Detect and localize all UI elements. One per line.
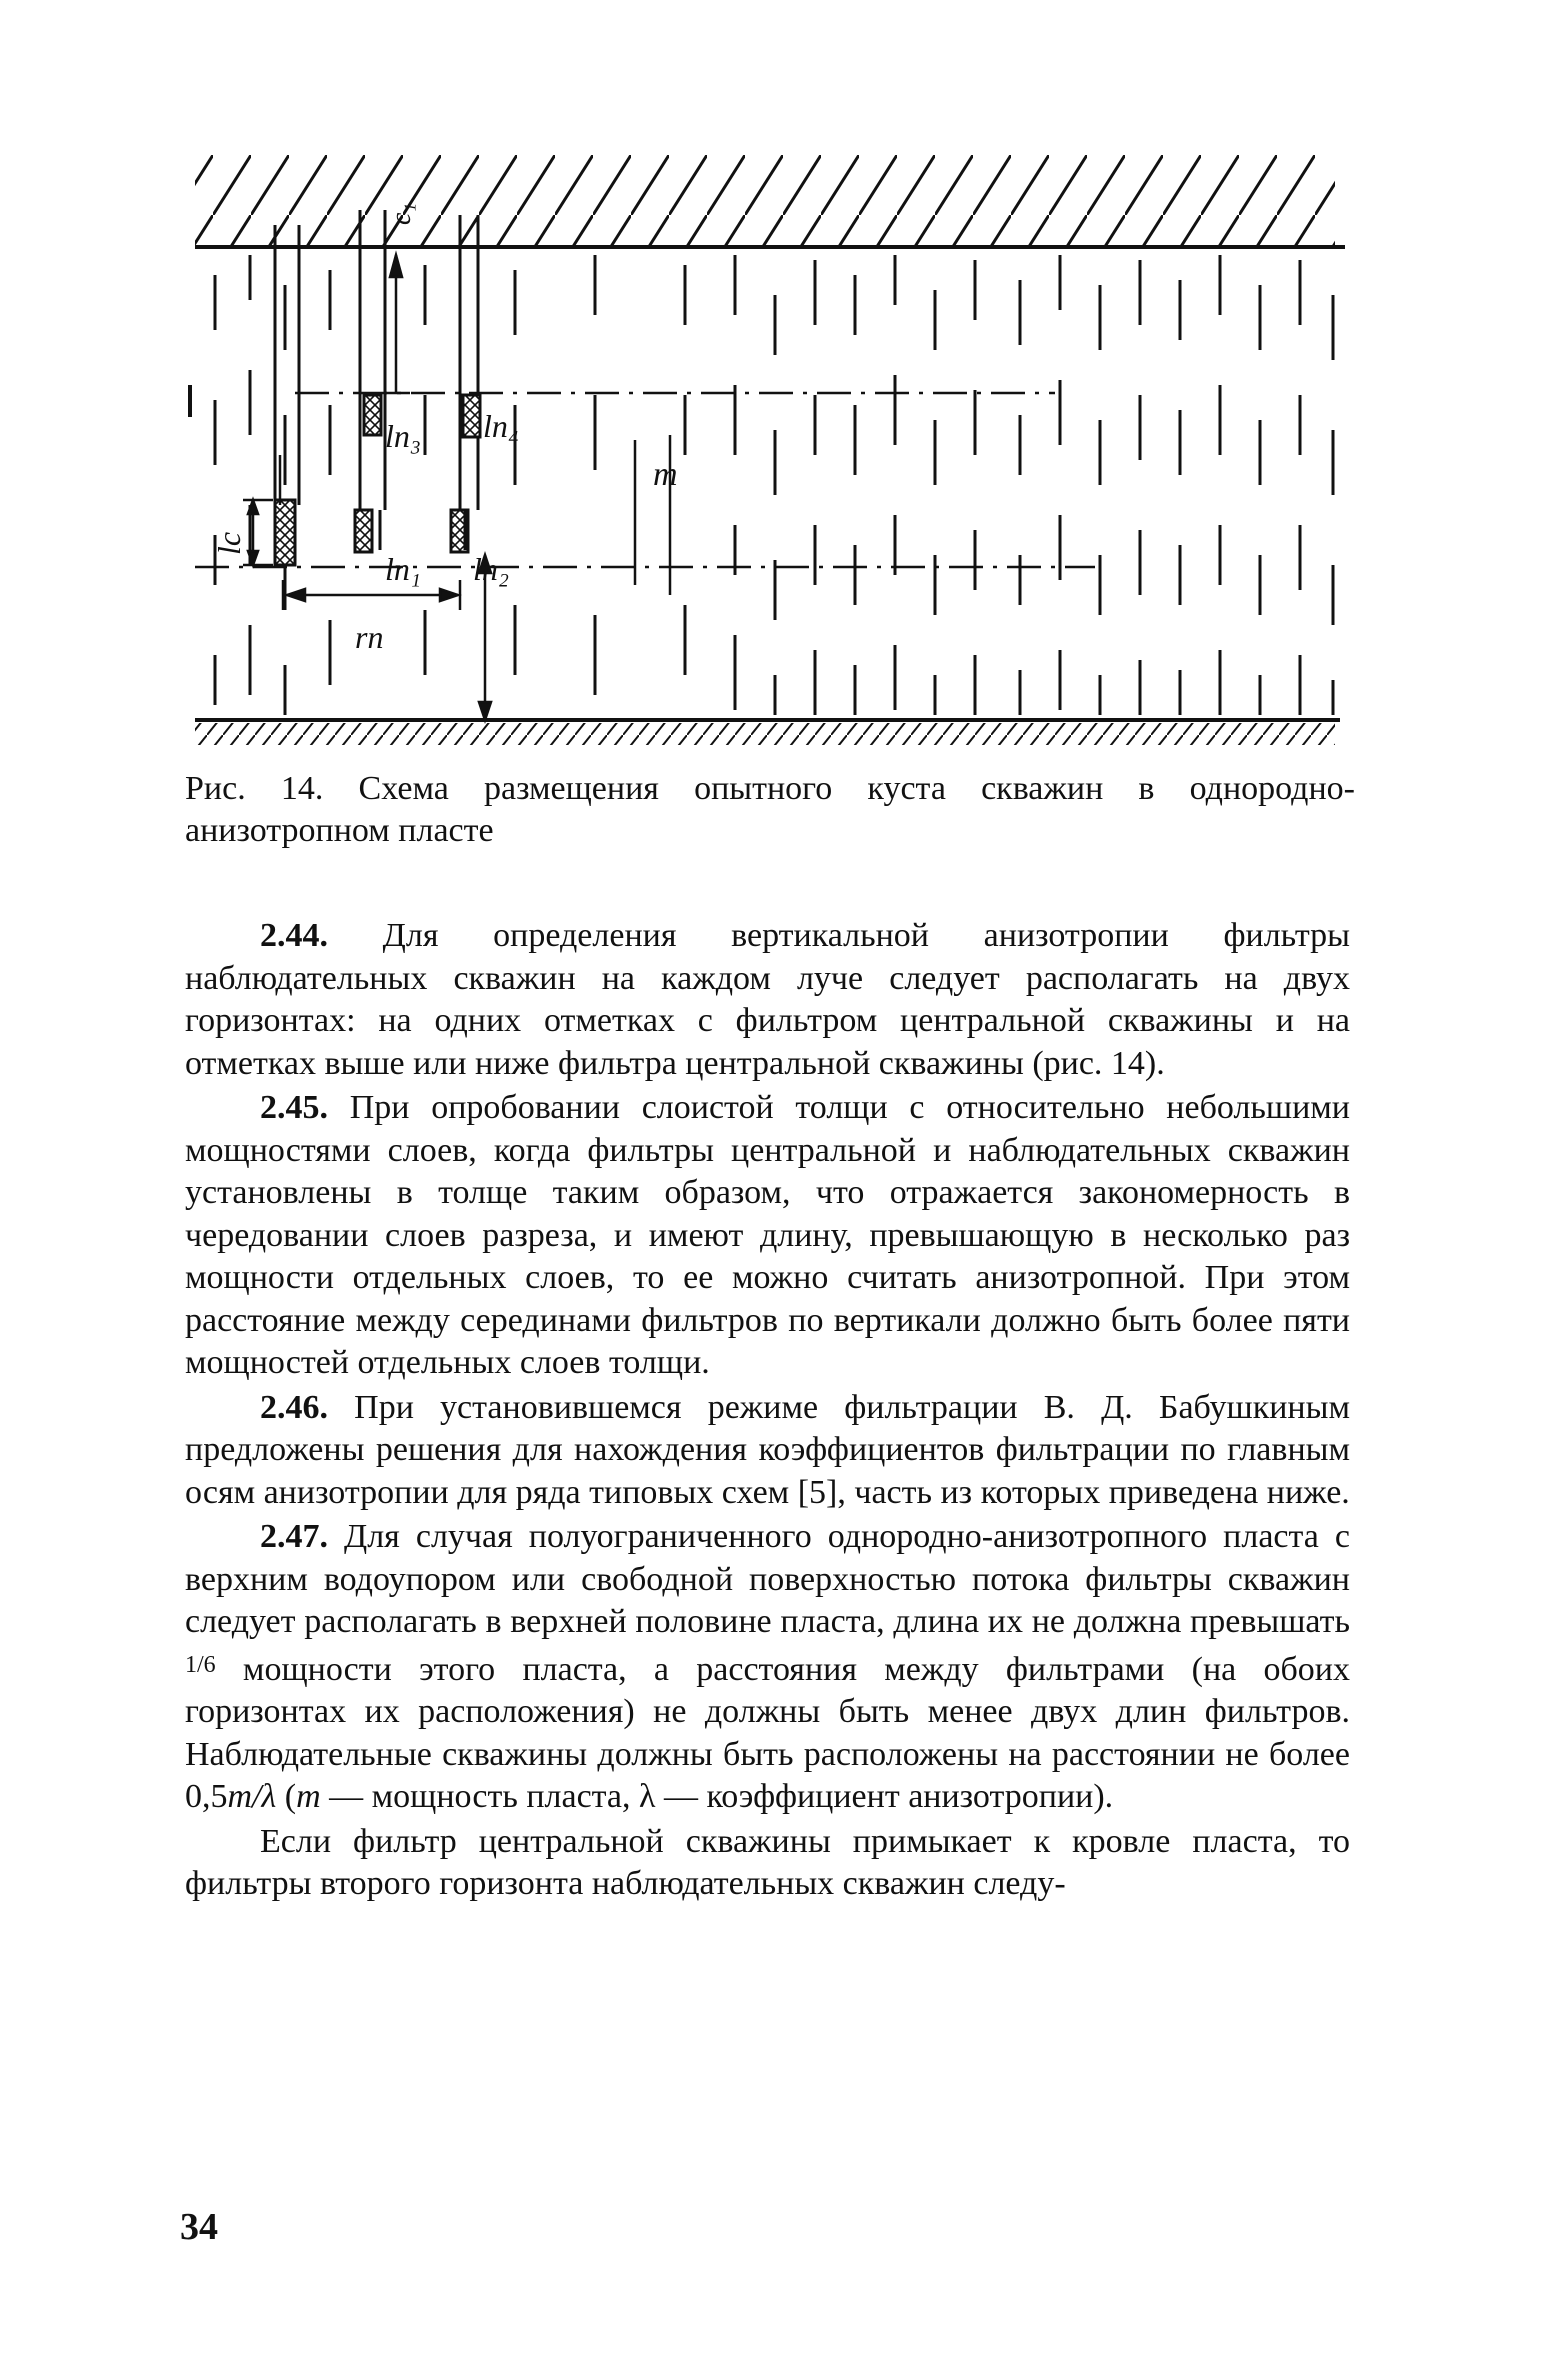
fraction-one-sixth: 1/6	[185, 1651, 216, 1678]
paragraph-continuation	[185, 1821, 1350, 1906]
label-ln2: lп₂	[473, 551, 510, 587]
label-lc: lс	[211, 531, 247, 555]
label-ln4: lп₄	[483, 408, 520, 444]
body-text	[185, 915, 1350, 1906]
paragraph-2-47	[185, 1516, 1350, 1819]
paragraph-number: 2.45.	[260, 1089, 328, 1126]
central-well-filter	[275, 500, 295, 565]
paragraph-number: 2.47.	[260, 1518, 328, 1555]
dimension-c1	[385, 255, 410, 393]
paragraph-text-a: Для случая полуограниченного однородно-анизотропного пласта с верхним водоупором или свободной поверхностью потока фильтры скважин следует располагать в верхней половине пласта, длина их не должна превышать	[185, 1518, 1350, 1640]
caption-line-1: Рис. 14. Схема размещения опытного куста скважин в однородно-	[185, 770, 1355, 807]
dimension-lc	[243, 500, 273, 565]
page-number: 34	[180, 2206, 218, 2248]
label-c1: c₁	[386, 202, 417, 225]
figure-caption	[185, 768, 1355, 852]
paragraph-2-46	[185, 1387, 1350, 1515]
paragraph-text-d: — мощность пласта, λ — коэффициент анизотропии).	[320, 1778, 1114, 1815]
paragraph-text: Для определения вертикальной анизотропии фильтры наблюдательных скважин на каждом луче следует располагать на двух горизонтах: на одних отметках с фильтром центральной скважины и на отметках выше или ниже фильтра центральной скважины (рис. 14).	[185, 917, 1350, 1082]
paragraph-text: При опробовании слоистой толщи с относительно небольшими мощностями слоев, когда фильтры центральной и наблюдательных скважин установлены в толще таким образом, что отражается закономерность в чередовании слоев разреза, и имеют длину, превышающую в несколько раз мощности отдельных слоев, то ее можно считать анизотропной. При этом расстояние между серединами фильтров по вертикали должно быть более пяти мощностей отдельных слоев толщи.	[185, 1089, 1350, 1381]
observation-well-1	[355, 210, 385, 552]
paragraph-2-45	[185, 1087, 1350, 1385]
paragraph-text-b: мощности этого пласта, а расстояния между фильтрами (на обоих горизонтах их расположения) не должны быть менее двух длин фильтров. Наблюдательные скважины должны быть расположены на расстоянии не более 0,5	[185, 1650, 1350, 1815]
label-ln1: lп₁	[385, 551, 422, 587]
top-aquiclude-hatching	[195, 155, 1335, 245]
paragraph-number: 2.46.	[260, 1388, 328, 1426]
m-over-lambda: m/λ	[227, 1778, 277, 1815]
symbol-m: m	[296, 1778, 321, 1815]
filter-ln3	[364, 395, 381, 435]
well-cluster-diagram	[175, 155, 1350, 775]
paragraph-text: Если фильтр центральной скважины примыкает к кровле пласта, то фильтры второго горизонта наблюдательных скважин следу-	[185, 1822, 1350, 1902]
well-cluster-figure	[175, 155, 1350, 775]
filter-ln4	[463, 395, 480, 437]
paragraph-2-44	[185, 915, 1350, 1085]
central-well	[275, 225, 299, 565]
label-m: m	[653, 456, 678, 493]
paragraph-text: При установившемся режиме фильтрации В. Д. Бабушкиным предложены решения для нахождения коэффициентов фильтрации по главным осям анизотропии для ряда типовых схем [5], часть из которых приведена ниже.	[185, 1388, 1350, 1511]
observation-well-2	[451, 215, 480, 552]
label-ln3: lп₃	[385, 418, 422, 454]
caption-line-2: анизотропном пласте	[185, 812, 494, 849]
filter-ln1	[355, 510, 372, 552]
bottom-aquiclude-hatching	[195, 723, 1335, 745]
label-rn: rп	[355, 619, 384, 655]
paragraph-number: 2.44.	[260, 917, 328, 954]
paragraph-text-c: (	[276, 1778, 297, 1815]
